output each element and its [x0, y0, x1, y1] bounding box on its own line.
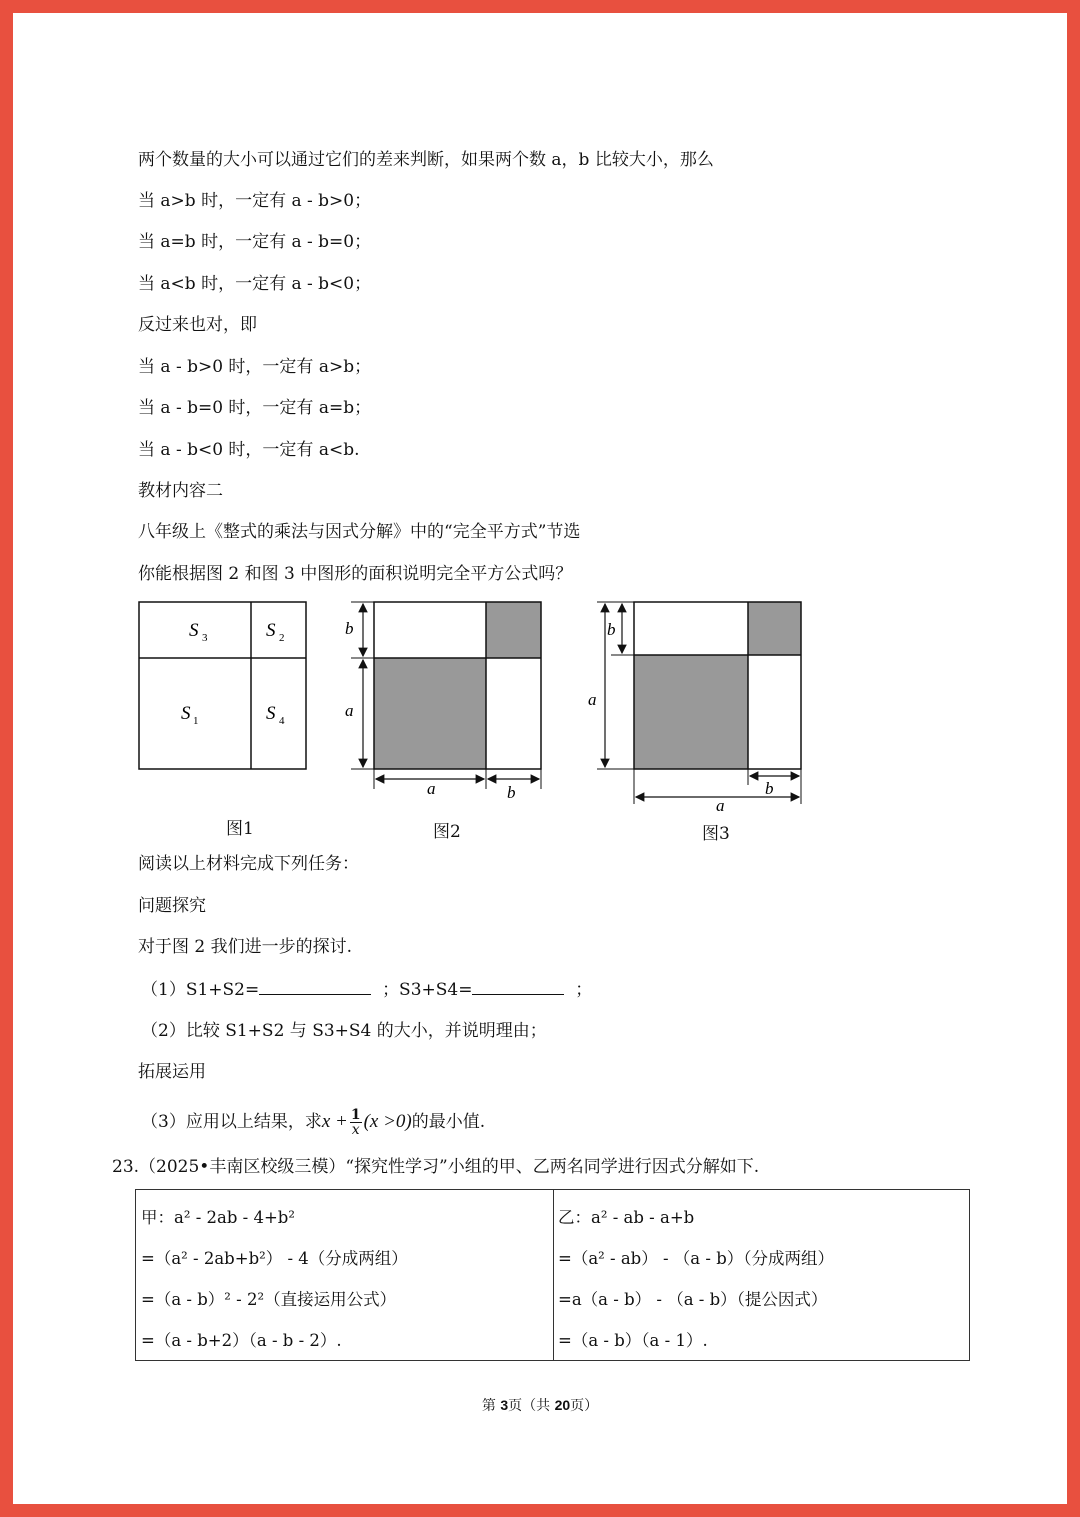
section-heading-extend: 拓展运用 — [138, 1062, 206, 1082]
left-line-3: =（a - b）² - 2²（直接运用公式） — [141, 1290, 397, 1309]
section-heading-explore: 问题探究 — [138, 896, 206, 916]
left-line-4: =（a - b+2）（a - b - 2）. — [141, 1331, 342, 1350]
q1-answer-blank-2[interactable] — [472, 980, 564, 995]
q3-frac-num: 1 — [350, 1107, 361, 1123]
footer-mid: 页（共 — [508, 1398, 555, 1414]
right-line-2: =（a² - ab） - （a - b）（分成两组） — [558, 1249, 835, 1268]
q1-answer-blank-1[interactable] — [259, 980, 371, 995]
intro-line-6: 当 a - b>0 时，一定有 a>b； — [138, 357, 372, 377]
fig3-a-bottom-label: a — [716, 796, 725, 815]
fig1-s2-sub: 2 — [279, 632, 285, 644]
fig3-b-side-label: b — [607, 620, 616, 639]
fig1-s3-sub: 3 — [202, 632, 208, 644]
right-line-3: =a（a - b） - （a - b）（提公因式） — [558, 1290, 828, 1309]
q3-expr-right: (x >0) — [363, 1111, 412, 1132]
q1-prefix: （1） — [141, 980, 186, 1000]
page-footer — [13, 1395, 1067, 1415]
intro-line-3: 当 a=b 时，一定有 a - b=0； — [138, 232, 372, 252]
right-line-4: =（a - b）（a - 1）. — [558, 1331, 708, 1350]
footer-post: 页） — [570, 1398, 599, 1414]
q3-expr-left: x + — [321, 1111, 348, 1132]
fig1-s1-label: S — [181, 703, 191, 724]
q3-fraction — [350, 1108, 362, 1137]
intro-line-5: 反过来也对，即 — [138, 315, 257, 335]
left-line-1: 甲：a² - 2ab - 4+b² — [141, 1208, 295, 1227]
fig3-b-bottom-label: b — [765, 779, 774, 798]
intro-line-8: 当 a - b<0 时，一定有 a<b. — [138, 440, 360, 460]
figure-3-caption: 图3 — [702, 824, 730, 844]
question-1 — [141, 979, 592, 1001]
fig1-s1-sub: 1 — [193, 715, 199, 727]
task-instruction: 阅读以上材料完成下列任务： — [138, 854, 359, 874]
question-3 — [141, 1107, 485, 1137]
fig2-b-bottom-label: b — [507, 783, 516, 802]
fig1-s4-label: S — [266, 703, 276, 724]
figure-question: 你能根据图 2 和图 3 中图形的面积说明完全平方公式吗？ — [138, 564, 573, 584]
question-2: （2）比较 S1+S2 与 S3+S4 的大小，并说明理由； — [141, 1021, 547, 1041]
intro-line-1: 两个数量的大小可以通过它们的差来判断，如果两个数 a，b 比较大小，那么 — [138, 150, 714, 170]
factorization-table — [135, 1189, 970, 1361]
figures-svg — [13, 13, 1067, 873]
q3-frac-den: x — [351, 1122, 360, 1138]
intro-line-2: 当 a>b 时，一定有 a - b>0； — [138, 191, 372, 211]
fig3-a-side-label: a — [588, 690, 597, 709]
figure-2-caption: 图2 — [433, 822, 461, 842]
figure-1-caption: 图1 — [226, 819, 254, 839]
footer-page-number: 3 — [500, 1397, 509, 1413]
footer-pre: 第 — [481, 1398, 501, 1414]
excerpt-title: 八年级上《整式的乘法与因式分解》中的“完全平方式”节选 — [138, 522, 581, 542]
fig2-b-side-label: b — [345, 619, 354, 638]
table-divider — [553, 1190, 554, 1360]
further-discussion: 对于图 2 我们进一步的探讨. — [138, 937, 353, 957]
intro-line-7: 当 a - b=0 时，一定有 a=b； — [138, 398, 372, 418]
footer-total-pages: 20 — [554, 1397, 571, 1413]
fig2-a-bottom-label: a — [427, 779, 436, 798]
q3-prefix: （3）应用以上结果，求 — [141, 1112, 322, 1132]
fig2-a-side-label: a — [345, 701, 354, 720]
problem-23-title: 23.（2025•丰南区校级三模）“探究性学习”小组的甲、乙两名同学进行因式分解如下. — [112, 1157, 760, 1177]
left-line-2: =（a² - 2ab+b²） - 4（分成两组） — [141, 1249, 408, 1268]
q1-expr-a: S1+S2= — [185, 980, 260, 1000]
document-page — [13, 13, 1067, 1504]
fig1-s2-label: S — [266, 620, 276, 641]
q3-suffix: 的最小值. — [411, 1112, 486, 1132]
intro-line-4: 当 a<b 时，一定有 a - b<0； — [138, 274, 372, 294]
fig1-s4-sub: 4 — [279, 715, 285, 727]
right-line-1: 乙：a² - ab - a+b — [558, 1208, 695, 1227]
q1-end: ； — [575, 980, 593, 1000]
figure-1 — [139, 602, 306, 769]
fig1-s3-label: S — [189, 620, 199, 641]
figure-2 — [345, 602, 541, 802]
figure-3 — [588, 602, 801, 815]
section-heading-material-2: 教材内容二 — [138, 481, 223, 501]
q1-expr-b: ；S3+S4= — [382, 980, 473, 1000]
